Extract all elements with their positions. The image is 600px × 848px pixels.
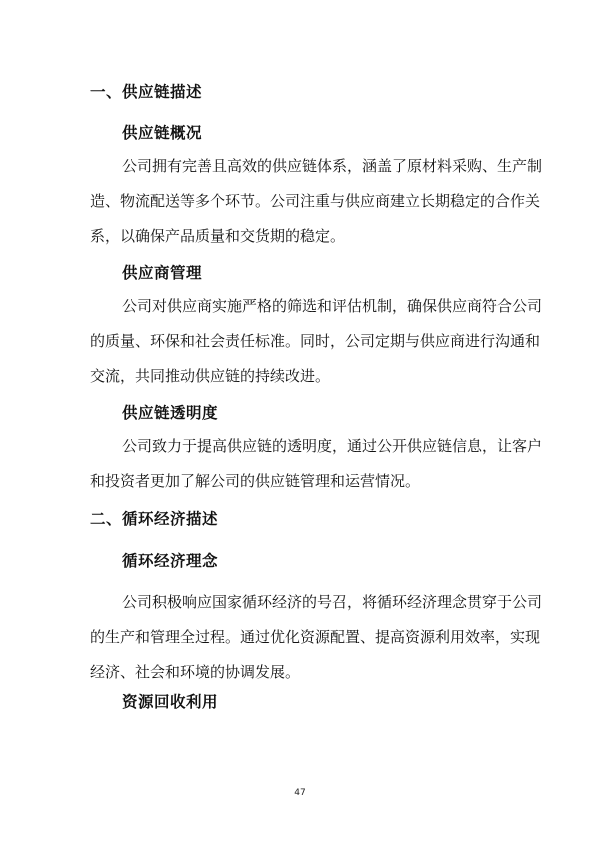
paragraph-line: 公司致力于提高供应链的透明度，通过公开供应链信息，让客户 xyxy=(122,437,543,455)
subsection-title-supply-chain-overview: 供应链概况 xyxy=(122,124,203,142)
paragraph-line: 公司拥有完善且高效的供应链体系，涵盖了原材料采购、生产制 xyxy=(122,157,543,175)
paragraph-line: 的生产和管理全过程。通过优化资源配置、提高资源利用效率，实现 xyxy=(90,628,541,646)
paragraph-line: 交流，共同推动供应链的持续改进。 xyxy=(90,367,331,385)
paragraph-line: 经济、社会和环境的协调发展。 xyxy=(90,663,301,681)
paragraph-supplier-management xyxy=(90,289,543,394)
page-number: 47 xyxy=(294,788,306,798)
section-heading-circular-economy: 二、循环经济描述 xyxy=(90,510,219,528)
paragraph-line: 的质量、环保和社会责任标准。同时，公司定期与供应商进行沟通和 xyxy=(90,332,541,350)
paragraph-supply-chain-transparency xyxy=(90,429,543,499)
paragraph-line: 公司对供应商实施严格的筛选和评估机制，确保供应商符合公司 xyxy=(122,297,543,315)
paragraph-line: 系，以确保产品质量和交货期的稳定。 xyxy=(90,227,346,245)
section-heading-supply-chain: 一、供应链描述 xyxy=(90,83,203,101)
subsection-title-supply-chain-transparency: 供应链透明度 xyxy=(122,404,219,422)
paragraph-line: 和投资者更加了解公司的供应链管理和运营情况。 xyxy=(90,472,421,490)
subsection-title-resource-recycling: 资源回收利用 xyxy=(122,693,219,711)
subsection-title-circular-economy-concept: 循环经济理念 xyxy=(122,552,219,570)
paragraph-line: 公司积极响应国家循环经济的号召，将循环经济理念贯穿于公司 xyxy=(122,593,543,611)
paragraph-supply-chain-overview xyxy=(90,149,543,254)
paragraph-circular-economy-concept xyxy=(90,585,543,690)
paragraph-line: 造、物流配送等多个环节。公司注重与供应商建立长期稳定的合作关 xyxy=(90,192,541,210)
subsection-title-supplier-management: 供应商管理 xyxy=(122,264,203,282)
